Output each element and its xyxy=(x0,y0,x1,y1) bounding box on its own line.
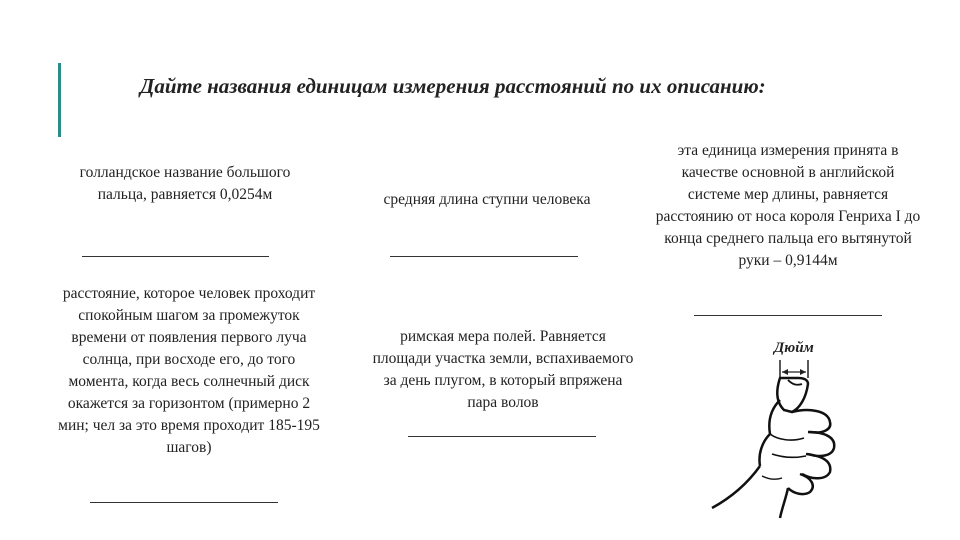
slide-title: Дайте названия единицам измерения расстояний по их описанию: xyxy=(140,74,766,98)
answer-blank-5 xyxy=(408,436,596,437)
answer-blank-1 xyxy=(82,256,269,257)
description-inch: голландское название большого пальца, равняется 0,0254м xyxy=(79,164,291,203)
description-sunrise-distance: расстояние, которое человек проходит спокойным шагом за промежуток времени от появления первого луча солнца, при восходе его, до того момента, когда весь солнечный диск окажется за горизонтом (примерно 2 мин; чел за это время проходит 185-195 шагов) xyxy=(58,285,320,456)
description-roman-field-measure: римская мера полей. Равняется площади участка земли, вспахиваемого за день плугом, в который впряжена пара волов xyxy=(372,328,634,411)
description-yard: эта единица измерения принята в качестве основной в английской системе мер длины, равняется расстоянию от носа короля Генриха I до конца среднего пальца его вытянутой руки – 0,9144м xyxy=(655,142,921,269)
answer-blank-2 xyxy=(390,256,578,257)
answer-blank-3 xyxy=(694,315,882,316)
description-foot: средняя длина ступни человека xyxy=(383,191,591,208)
accent-bar xyxy=(58,63,61,137)
answer-blank-4 xyxy=(90,502,278,503)
hand-thumb-icon xyxy=(700,330,850,520)
illustration-label: Дюйм xyxy=(774,340,814,356)
